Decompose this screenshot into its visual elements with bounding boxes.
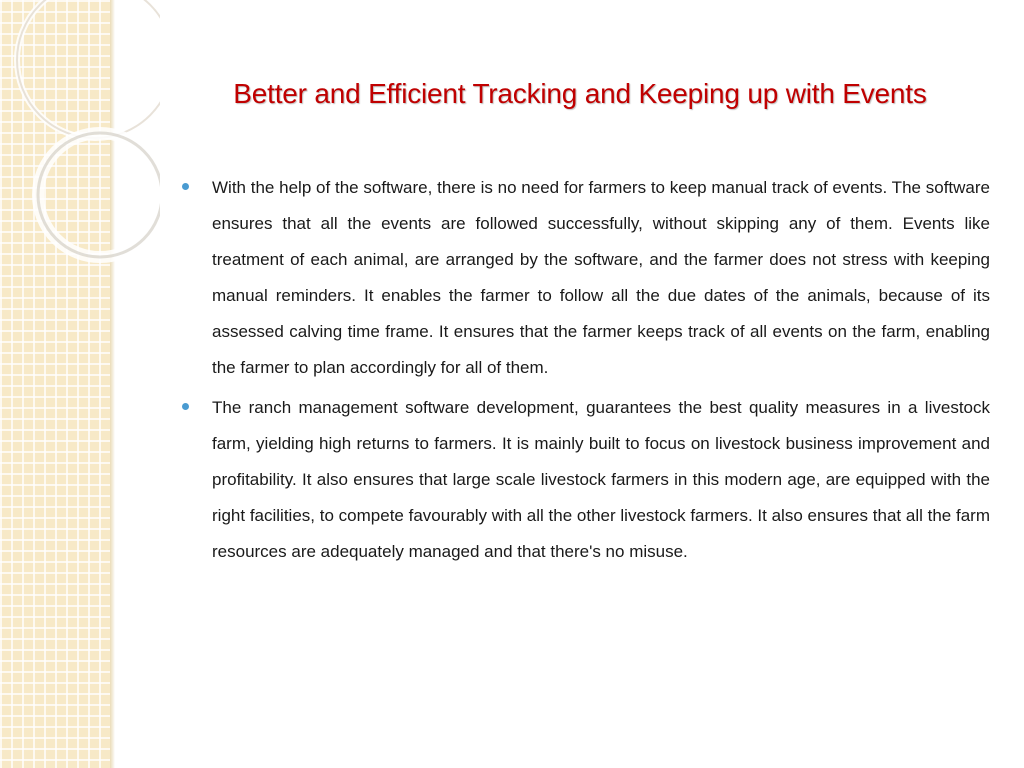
decorative-rings-icon <box>0 0 160 300</box>
bullet-dot-icon <box>182 403 189 410</box>
bullet-text: With the help of the software, there is no need for farmers to keep manual track of events. The software ensures that all the events are followed successfully, without skipping any of them. Events like treatment of each animal, are arranged by the software, and the farmer does not stress with keeping manual reminders. It enables the farmer to follow all the due dates of the animals, because of its assessed calving time frame. It ensures that the farmer keeps track of all events on the farm, enabling the farmer to plan accordingly for all of them. <box>212 178 990 377</box>
slide-title: Better and Efficient Tracking and Keeping up with Events <box>233 78 927 109</box>
bullet-text: The ranch management software development, guarantees the best quality measures in a livestock farm, yielding high returns to farmers. It is mainly built to focus on livestock business improvement and profitability. It also ensures that large scale livestock farmers in this modern age, are equipped with the right facilities, to compete favourably with all the other livestock farmers. It also ensures that all the farm resources are adequately managed and that there's no misuse. <box>212 398 990 561</box>
bullet-list <box>178 170 990 574</box>
bullet-item <box>178 170 990 386</box>
bullet-item <box>178 390 990 570</box>
bullet-dot-icon <box>182 183 189 190</box>
